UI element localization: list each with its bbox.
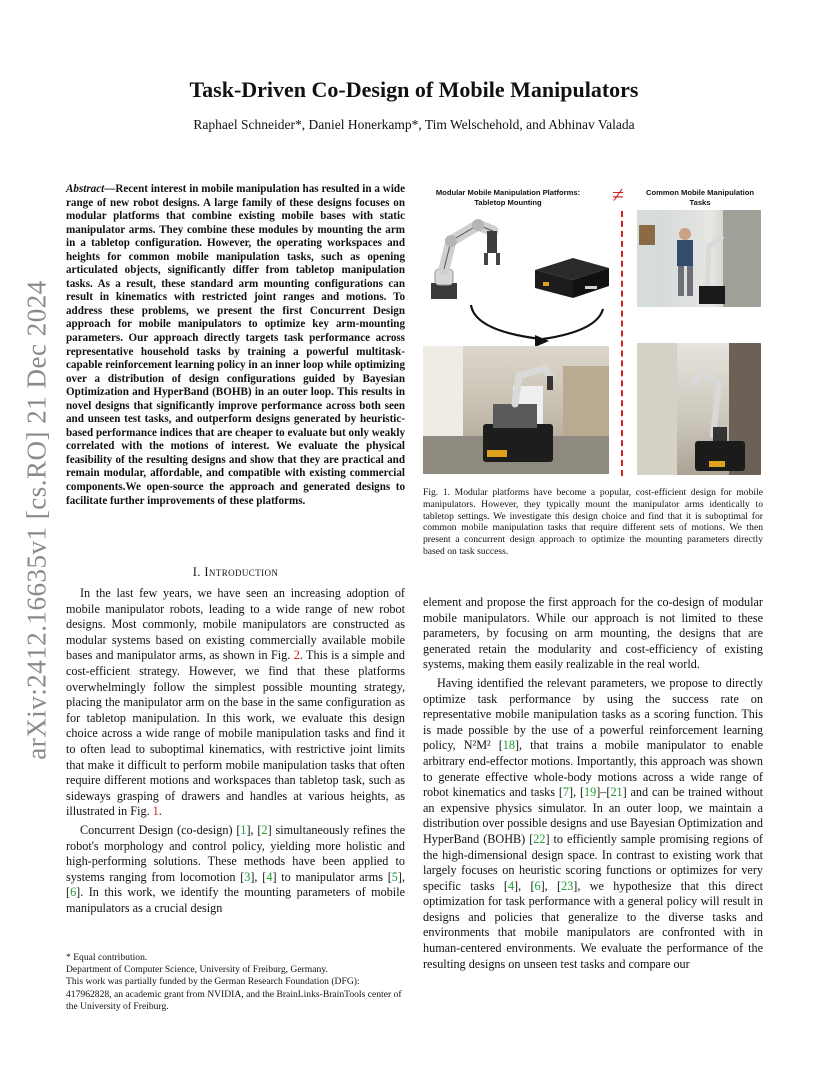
arxiv-identifier bbox=[14, 280, 60, 760]
section-title: Introduction bbox=[204, 565, 279, 579]
arxiv-id-text: arXiv:2412.16635v1 [cs.RO] 21 Dec 2024 bbox=[21, 280, 52, 760]
abstract-text: —Recent interest in mobile manipulation has resulted in a wide range of new robot designs. A large family of these designs focuses on modular platforms that combine existing mobile bases with static manipulator arms. They combine these modules by mounting the arm in a tabletop configuration. However, the operating workspaces and heights for common mobile manipulation tasks, such as opening articulated objects, significantly differ from tabletop manipulation tasks. As a result, these standard arm mounting configurations can result in kinematics with restricted joint ranges and motions. To address these problems, we present the first Concurrent Design approach for mobile manipulators to optimize key arm-mounting parameters. Our approach directly targets task performance across representative household tasks by training a powerful multitask-capable reinforcement learning policy in an inner loop while optimizing over a distribution of design configurations guided by Bayesian Optimization and HyperBand (BOHB) in an outer loop. This results in novel designs that significantly improve performance across both seen and unseen test tasks, and outperform designs generated by heuristic-based performance indices that are cheaper to evaluate but only weakly correlated with the motions of interest. We evaluate the physical feasibility of the resulting designs and show that they are practical and remain modular, affordable, and compatible with existing commercial components.We open-source the approach and generated designs to facilitate further improvements of these platforms. bbox=[66, 183, 405, 507]
figure-1-caption: Fig. 1. Modular platforms have become a popular, cost-efficient design for mobile manipulators. However, they typically mount the manipulator arms identically to tabletop settings. We investigate this design choice and find that it is suboptimal for common mobile manipulation tasks that require different sets of motions. We then present a concurrent design approach to optimize the mounting parameters directly based on task success. bbox=[423, 487, 763, 557]
photo-mobile-base bbox=[523, 248, 615, 308]
abstract-label: Abstract bbox=[66, 183, 105, 195]
photo-manipulator-arm bbox=[423, 211, 518, 303]
figure-1 bbox=[423, 183, 765, 478]
intro-right-paragraph-1: element and propose the first approach for the co-design of modular mobile manipulators. While our approach is not limited to these parameters, by focusing on arm mounting, the designs that are generated retain the modularity and cost-efficiency of existing systems, making them easily realizable in the real world. bbox=[423, 595, 763, 672]
not-equal-icon: ≠ bbox=[612, 182, 625, 207]
figure-divider bbox=[621, 201, 623, 476]
intro-left-column bbox=[66, 586, 405, 919]
figure-label-left: Modular Mobile Manipulation Platforms: Tabletop Mounting bbox=[435, 188, 581, 207]
intro-right-column bbox=[423, 595, 763, 975]
footnote-funding: This work was partially funded by the German Research Foundation (DFG): 417962828, an academic grant from NVIDIA, and the BrainLinks-BrainTools center of the University of Freiburg. bbox=[66, 976, 402, 1012]
photo-task-opening-drawer bbox=[637, 210, 761, 307]
footnotes bbox=[66, 952, 405, 1013]
section-heading bbox=[66, 565, 405, 580]
section-number: I. bbox=[192, 565, 201, 579]
photo-tabletop-mounted-robot bbox=[423, 346, 609, 474]
merge-arrow-icon bbox=[463, 301, 613, 351]
intro-right-paragraph-2: Having identified the relevant parameters, we propose to directly optimize task performance by using the success rate on representative mobile manipulation tasks as a scoring function. This is made possible by the use of a powerful reinforcement learning policy, N²M² [18], that trains a mobile manipulator to enable arbitrary end-effector motions. Importantly, this approach was shown to generate effective whole-body motions across a wide range of robot kinematics and tasks [7], [19]–[21] and can be trained without an expensive physics simulator. In an outer loop, we maintain a distribution over possible designs and use Bayesian Optimization and HyperBand (BOHB) [22] to efficiently sample promising regions of the high-dimensional design space. In contrast to existing work that largely focuses on heuristic scoring functions or optimizes for very specific tasks [4], [6], [23], we hypothesize that this direct optimization for task performance with a general policy will result in designs and policies that generalize to the diverse tasks and environments that mobile manipulators are confronted with in human-centered environments. We evaluate the performance of the resulting designs on unseen test tasks and compare our bbox=[423, 675, 763, 971]
intro-paragraph-2: Concurrent Design (co-design) [1], [2] simultaneously refines the robot's morphology and control policy, yielding more holistic and high-performing solutions. These methods have been applied to systems ranging from locomotion [3], [4] to manipulator arms [5], [6]. In this work, we identify the mounting parameters of mobile manipulators as a crucial design bbox=[66, 822, 405, 915]
intro-paragraph-1: In the last few years, we have seen an increasing adoption of mobile manipulator robots, leading to a wide range of new robot designs. Most commonly, mobile manipulators are constructed as modular systems based on existing commercially available mobile bases and manipulator arms, as shown in Fig. 2. This is a simple and cost-efficient strategy. However, we find that these platforms overwhelmingly follow the simplest possible mounting strategy, placing the manipulator arm on the base in the same configuration as for tabletop manipulation. In this work, we evaluate this design choice across a wide range of mobile manipulation tasks and find it to often lead to suboptimal kinematics, with restrictive joint limits that make it difficult to perform mobile manipulation tasks that often require different motions and workspaces than tabletop task, such as sideways grasping of drawers and handles at various heights, as illustrated in Fig. 1. bbox=[66, 586, 405, 819]
abstract bbox=[66, 183, 405, 508]
paper-title: Task-Driven Co-Design of Mobile Manipulators bbox=[189, 77, 639, 102]
photo-task-robot-manipulation bbox=[637, 343, 761, 475]
figure-label-right: Common Mobile Manipulation Tasks bbox=[646, 188, 754, 207]
footnote-equal-contribution: * Equal contribution. bbox=[66, 952, 148, 963]
footnote-affiliation: Department of Computer Science, University of Freiburg, Germany. bbox=[66, 964, 328, 976]
paper-authors: Raphael Schneider*, Daniel Honerkamp*, Tim Welschehold, and Abhinav Valada bbox=[193, 117, 635, 132]
